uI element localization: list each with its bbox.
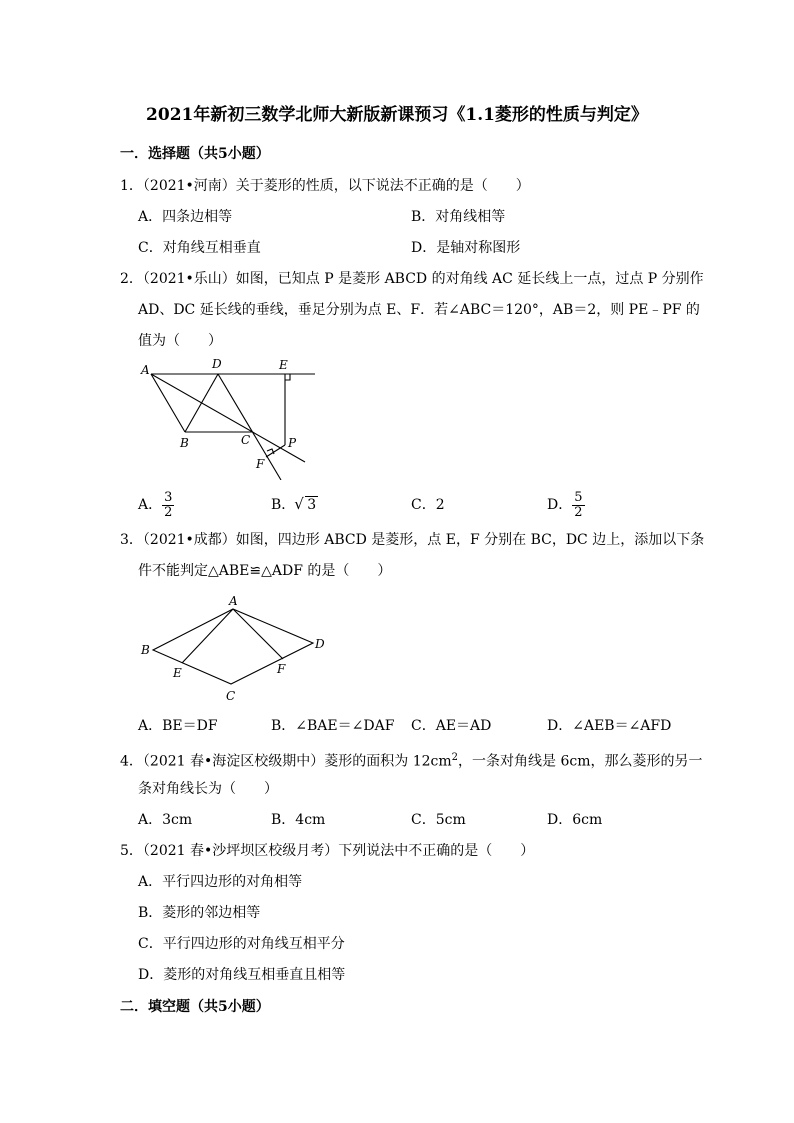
q3-stem-line2: 件不能判定△ABE≌△ADF 的是（ ） xyxy=(138,563,392,579)
q5-option-b[interactable]: B．菱形的邻边相等 xyxy=(138,905,261,921)
q3-figure xyxy=(135,590,335,710)
q2-option-b[interactable]: B．√ 3 xyxy=(271,489,318,521)
q2-stem-line2: AD、DC 延长线的垂线，垂足分别为点 E、F．若∠ABC＝120°，AB＝2，则 PE﹣PF 的 xyxy=(138,302,700,318)
q4-stem-line1: 4．（2021 春•海淀区校级期中）菱形的面积为 $12cm^2$，一条对角线是 6cm，那么菱形的另一 xyxy=(120,752,703,770)
q2-label-b: B xyxy=(180,436,189,450)
q2-label-c: C xyxy=(241,433,251,447)
q5-stem: 5．（2021 春•沙坪坝区校级月考）下列说法中不正确的是（ ） xyxy=(120,843,535,859)
q1-option-a[interactable]: A．四条边相等 xyxy=(138,209,233,225)
q3-label-a: A xyxy=(229,594,238,608)
q2-option-d[interactable]: D． $\frac{5}{2}$ xyxy=(547,489,583,520)
q2-option-c[interactable]: C．2 xyxy=(411,497,445,513)
q1-option-d[interactable]: D．是轴对称图形 xyxy=(411,240,521,256)
q2-option-d-fraction: $\frac{5}{2}$ xyxy=(574,489,583,520)
q2-label-f: F xyxy=(256,457,265,471)
q3-label-c: C xyxy=(226,689,236,703)
q3-stem-line1: 3．（2021•成都）如图，四边形 ABCD 是菱形，点 E，F 分别在 BC，DC 边上，添加以下条 xyxy=(120,532,705,548)
q4-option-b[interactable]: B．4cm xyxy=(271,812,326,828)
q4-stem-line2: 条对角线长为（ ） xyxy=(138,781,278,797)
q3-option-a[interactable]: A．BE＝DF xyxy=(138,718,218,734)
q2-option-b-sqrt: √ 3 xyxy=(295,489,318,521)
q4-option-c[interactable]: C．5cm xyxy=(411,812,466,828)
q3-label-d: D xyxy=(315,637,325,651)
section-choice-heading: 一．选择题（共5小题） xyxy=(120,146,270,162)
q1-option-c[interactable]: C．对角线互相垂直 xyxy=(138,240,261,256)
q1-option-b[interactable]: B．对角线相等 xyxy=(411,209,506,225)
q5-option-a[interactable]: A．平行四边形的对角相等 xyxy=(138,874,303,890)
q2-label-p: P xyxy=(288,436,297,450)
section-fill-heading: 二．填空题（共5小题） xyxy=(120,999,270,1015)
q3-label-e: E xyxy=(173,666,182,680)
q3-option-b[interactable]: B．∠BAE＝∠DAF xyxy=(271,718,395,734)
q2-stem-line1: 2．（2021•乐山）如图，已知点 P 是菱形 ABCD 的对角线 AC 延长线上一点，过点 P 分别作 xyxy=(120,271,704,287)
q2-stem-line3: 值为（ ） xyxy=(138,333,222,349)
q4-option-d[interactable]: D．6cm xyxy=(547,812,603,828)
q2-option-a-fraction: $\frac{3}{2}$ xyxy=(164,489,173,520)
q4-option-a[interactable]: A．3cm xyxy=(138,812,193,828)
q2-label-a: A xyxy=(141,363,150,377)
q2-figure xyxy=(135,355,320,480)
q5-option-c[interactable]: C．平行四边形的对角线互相平分 xyxy=(138,936,345,952)
q2-option-a[interactable]: A． $\frac{3}{2}$ xyxy=(138,489,173,520)
q3-option-c[interactable]: C．AE＝AD xyxy=(411,718,492,734)
q1-stem: 1．（2021•河南）关于菱形的性质，以下说法不正确的是（ ） xyxy=(120,178,530,194)
q3-label-f: F xyxy=(277,662,286,676)
q3-option-d[interactable]: D．∠AEB＝∠AFD xyxy=(547,718,672,734)
q2-label-e: E xyxy=(279,358,288,372)
q3-label-b: B xyxy=(141,643,150,657)
q2-label-d: D xyxy=(212,357,222,371)
page-title: 2021年新初三数学北师大新版新课预习《1.1菱形的性质与判定》 xyxy=(146,105,648,125)
q5-option-d[interactable]: D．菱形的对角线互相垂直且相等 xyxy=(138,967,346,983)
